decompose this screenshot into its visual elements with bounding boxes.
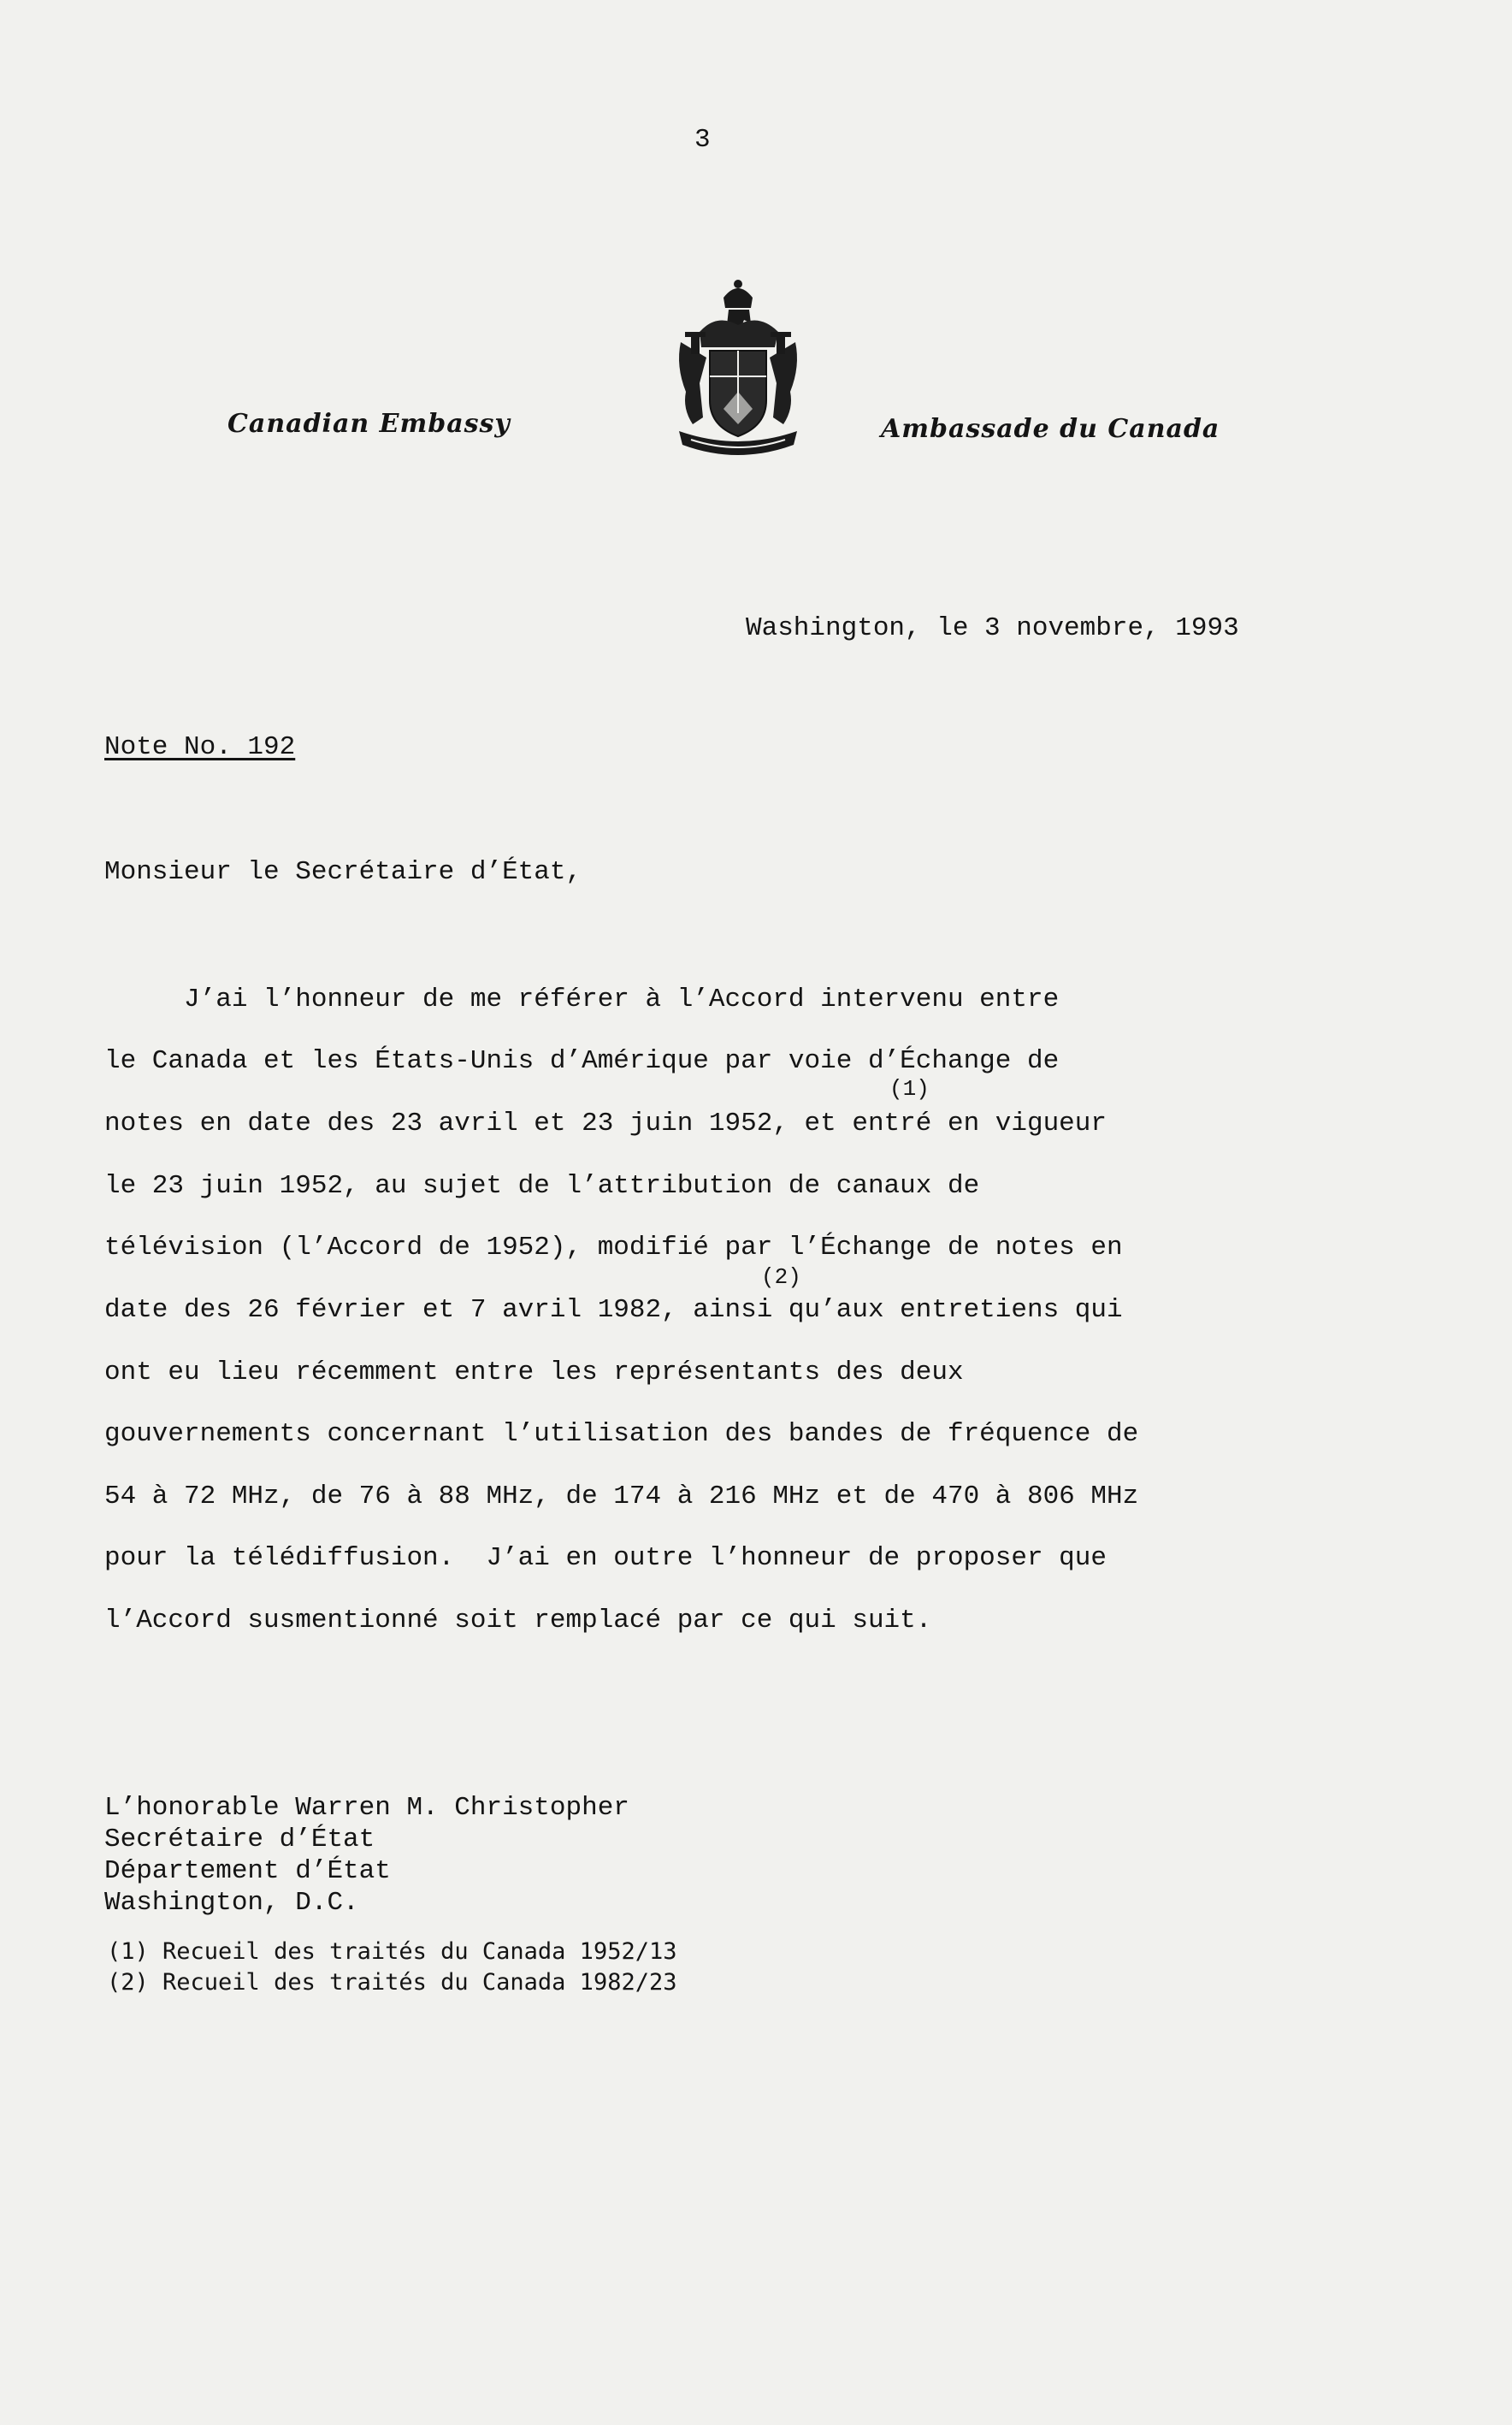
body-line: date des 26 février et 7 avril 1982, ainsi qu’aux entretiens qui xyxy=(104,1295,1123,1325)
page-number: 3 xyxy=(694,125,711,155)
footnote-reference: (2) xyxy=(761,1264,801,1290)
addressee-line: Secrétaire d’État xyxy=(104,1825,375,1854)
addressee-line: Washington, D.C. xyxy=(104,1888,359,1918)
body-line: le Canada et les États-Unis d’Amérique par voie d’Échange de xyxy=(104,1046,1060,1076)
letterhead-left: Canadian Embassy xyxy=(227,409,511,439)
footnote-reference: (1) xyxy=(889,1076,930,1102)
dateline: Washington, le 3 novembre, 1993 xyxy=(746,613,1239,643)
footnote: (2) Recueil des traités du Canada 1982/23 xyxy=(107,1969,677,1996)
note-number: Note No. 192 xyxy=(104,732,296,762)
body-line: l’Accord susmentionné soit remplacé par ce qui suit. xyxy=(104,1606,932,1635)
addressee-line: Département d’État xyxy=(104,1856,391,1886)
footnote: (1) Recueil des traités du Canada 1952/13 xyxy=(107,1938,677,1965)
body-line: le 23 juin 1952, au sujet de l’attribution de canaux de xyxy=(104,1171,980,1201)
body-line: ont eu lieu récemment entre les représentants des deux xyxy=(104,1357,964,1387)
body-line: notes en date des 23 avril et 23 juin 1952, et entré en vigueur xyxy=(104,1109,1107,1139)
body-line: 54 à 72 MHz, de 76 à 88 MHz, de 174 à 216 MHz et de 470 à 806 MHz xyxy=(104,1482,1139,1511)
addressee-line: L’honorable Warren M. Christopher xyxy=(104,1793,629,1823)
coat-of-arms-of-canada-icon xyxy=(674,272,802,462)
body-line: J’ai l’honneur de me référer à l’Accord intervenu entre xyxy=(104,985,1060,1014)
body-line: télévision (l’Accord de 1952), modifié par l’Échange de notes en xyxy=(104,1233,1123,1263)
body-line: pour la télédiffusion. J’ai en outre l’honneur de proposer que xyxy=(104,1543,1107,1573)
salutation: Monsieur le Secrétaire d’État, xyxy=(104,857,582,887)
letterhead-right: Ambassade du Canada xyxy=(881,414,1220,444)
body-line: gouvernements concernant l’utilisation des bandes de fréquence de xyxy=(104,1419,1139,1449)
